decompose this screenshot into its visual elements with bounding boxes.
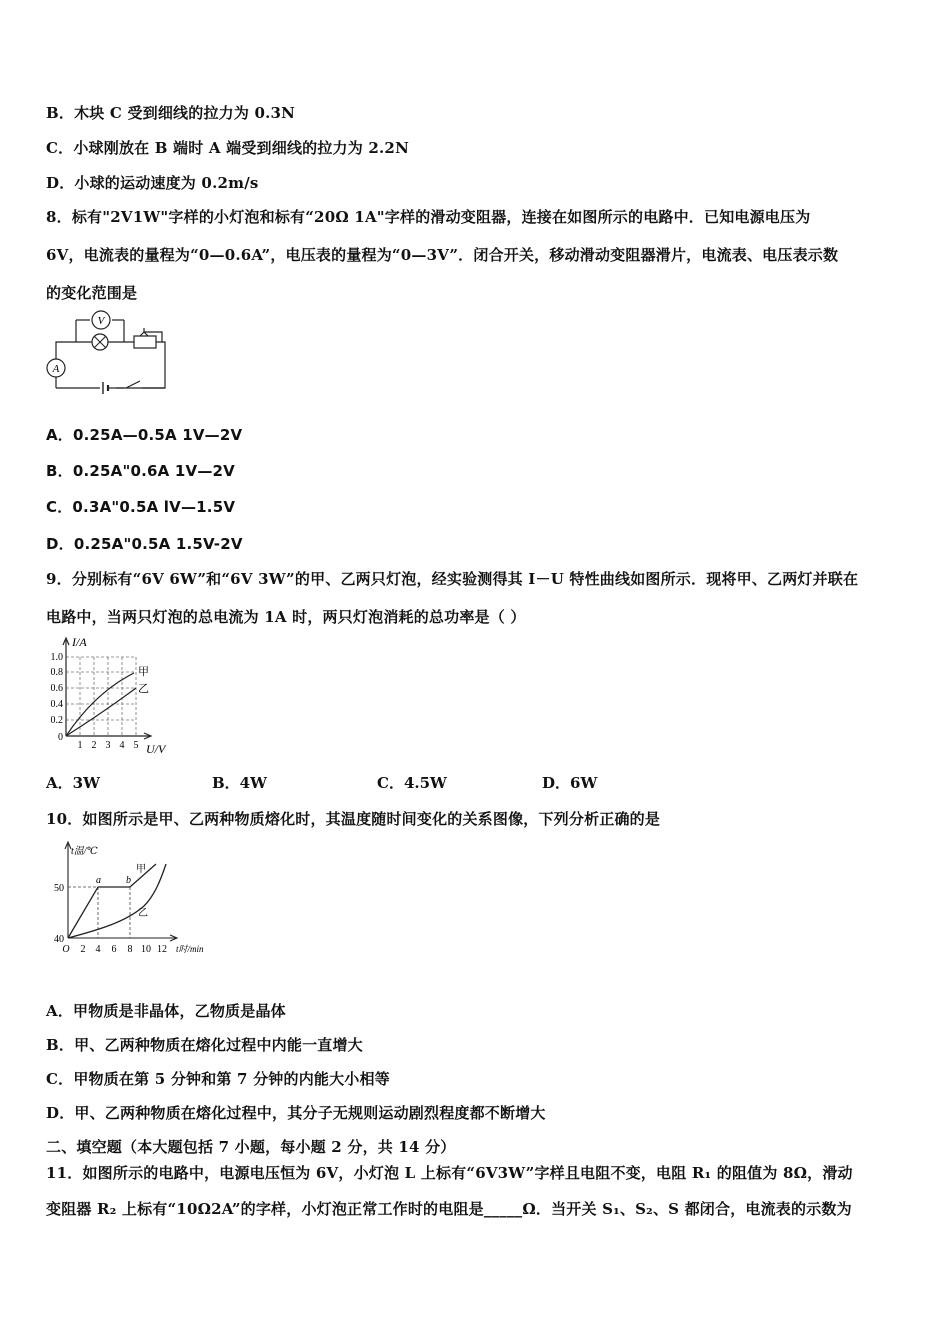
origin-label: O xyxy=(62,944,70,955)
y-axis-label: t温/℃ xyxy=(71,846,98,857)
q9-option-b: B．4W xyxy=(212,774,267,792)
q8-stem-line1: 8．标有"2V1W"字样的小灯泡和标有“20Ω 1A"字样的滑动变阻器，连接在如图所示的电路中．已知电源电压为 xyxy=(46,208,811,226)
y-tick: 40 xyxy=(54,934,64,945)
label-yi: 乙 xyxy=(138,683,149,695)
x-tick: 3 xyxy=(105,740,111,751)
curve-jia xyxy=(66,673,134,736)
q10-option-b: B．甲、乙两种物质在熔化过程中内能一直增大 xyxy=(46,1036,363,1054)
q8-option-c: C．0.3A"0.5A lV—1.5V xyxy=(46,498,236,516)
q8-stem-line2: 6V，电流表的量程为“0—0.6A”，电压表的量程为“0—3V”．闭合开关，移动滑动变阻器滑片，电流表、电压表示数 xyxy=(46,246,839,264)
x-axis-label: t时/min xyxy=(176,944,204,954)
q9-iu-chart xyxy=(42,632,182,758)
x-axis-label: U/V xyxy=(146,742,166,756)
origin-label: 0 xyxy=(58,732,63,743)
point-b-label: b xyxy=(126,875,131,886)
label-jia: 甲 xyxy=(138,666,149,678)
curve-jia xyxy=(68,864,156,938)
q9-option-a: A．3W xyxy=(46,774,100,792)
point-a-label: a xyxy=(96,875,101,886)
q7-option-c: C．小球刚放在 B 端时 A 端受到细线的拉力为 2.2N xyxy=(46,139,409,157)
q11-stem-line1: 11．如图所示的电路中，电源电压恒为 6V，小灯泡 L 上标有“6V3W”字样且电阻不变，电阻 R₁ 的阻值为 8Ω，滑动 xyxy=(46,1164,853,1182)
y-tick: 0.8 xyxy=(50,667,63,678)
q8-circuit-diagram xyxy=(44,308,179,394)
q8-option-b: B．0.25A"0.6A 1V—2V xyxy=(46,462,235,480)
y-axis-label: I/A xyxy=(72,635,87,649)
x-tick: 4 xyxy=(119,740,125,751)
x-tick: 2 xyxy=(80,944,86,955)
q10-option-c: C．甲物质在第 5 分钟和第 7 分钟的内能大小相等 xyxy=(46,1070,390,1088)
label-yi: 乙 xyxy=(138,908,148,919)
q11-stem-line2: 变阻器 R₂ 上标有“10Ω2A”的字样，小灯泡正常工作时的电阻是_____Ω．当开关 S₁、S₂、S 都闭合，电流表的示数为 xyxy=(46,1200,852,1218)
q9-stem-line2: 电路中，当两只灯泡的总电流为 1A 时，两只灯泡消耗的总功率是（ ） xyxy=(46,608,526,626)
q10-stem: 10．如图所示是甲、乙两种物质熔化时，其温度随时间变化的关系图像，下列分析正确的是 xyxy=(46,810,661,828)
x-tick: 5 xyxy=(133,740,139,751)
q7-option-b: B．木块 C 受到细线的拉力为 0.3N xyxy=(46,104,296,122)
ammeter-label: A xyxy=(52,363,60,375)
y-tick: 0.4 xyxy=(50,699,63,710)
y-tick: 50 xyxy=(54,883,64,894)
voltmeter-label: V xyxy=(97,315,105,327)
x-tick: 1 xyxy=(77,740,83,751)
q9-option-d: D．6W xyxy=(542,774,598,792)
q9-stem-line1: 9．分别标有“6V 6W”和“6V 3W”的甲、乙两只灯泡，经实验测得其 I－U 特性曲线如图所示．现将甲、乙两灯并联在 xyxy=(46,570,859,588)
label-jia: 甲 xyxy=(136,864,146,875)
q8-option-a: A．0.25A—0.5A 1V—2V xyxy=(46,426,243,444)
q9-option-c: C．4.5W xyxy=(377,774,447,792)
q10-option-a: A．甲物质是非晶体，乙物质是晶体 xyxy=(46,1002,286,1020)
y-tick: 0.2 xyxy=(50,715,63,726)
y-tick: 1.0 xyxy=(50,652,63,663)
x-tick: 12 xyxy=(157,944,167,955)
x-tick: 6 xyxy=(111,944,117,955)
y-tick: 0.6 xyxy=(50,683,63,694)
x-tick: 4 xyxy=(95,944,101,955)
x-tick: 10 xyxy=(141,944,151,955)
q8-stem-line3: 的变化范围是 xyxy=(46,284,138,302)
q10-melting-chart xyxy=(46,838,216,960)
q8-option-d: D．0.25A"0.5A 1.5V-2V xyxy=(46,535,243,553)
x-tick: 2 xyxy=(91,740,97,751)
q10-option-d: D．甲、乙两种物质在熔化过程中，其分子无规则运动剧烈程度都不断增大 xyxy=(46,1104,546,1122)
section-heading: 二、填空题（本大题包括 7 小题，每小题 2 分，共 14 分） xyxy=(46,1138,456,1156)
curve-yi xyxy=(68,864,166,938)
q7-option-d: D．小球的运动速度为 0.2m/s xyxy=(46,174,259,192)
x-tick: 8 xyxy=(127,944,133,955)
